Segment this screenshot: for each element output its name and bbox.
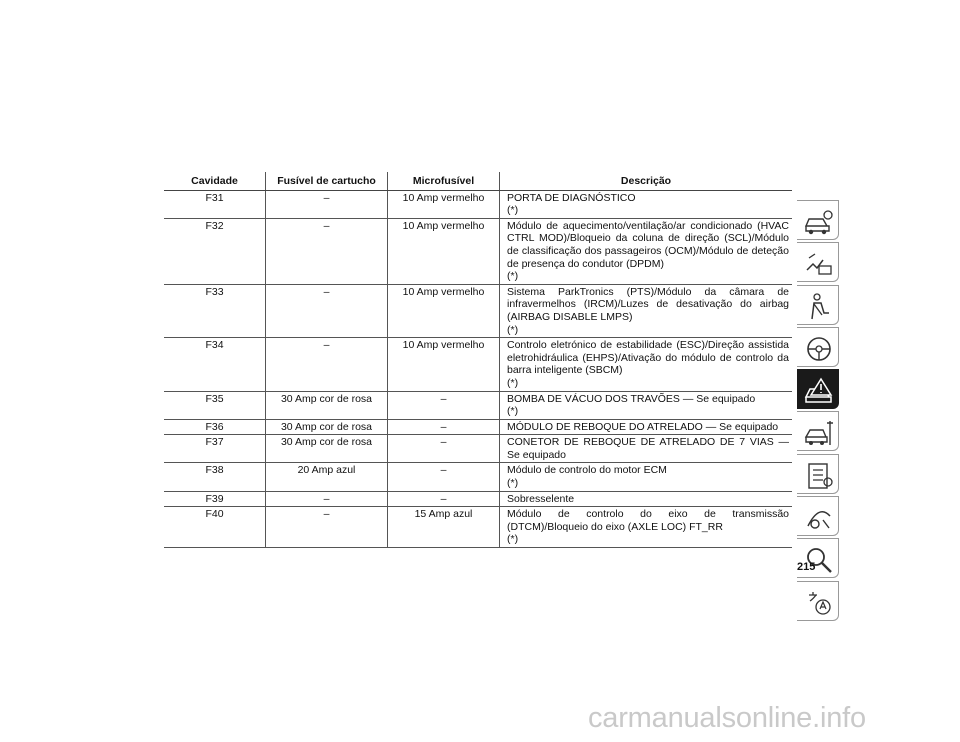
micro-fuse-cell: – [388,391,500,419]
micro-fuse-cell: – [388,435,500,463]
description-line: Sistema ParkTronics (PTS)/Módulo da câmara de infravermelhos (IRCM)/Luzes de desativação do airbag (AIRBAG DISABLE LMPS) [507,285,789,323]
micro-fuse-cell: – [388,463,500,491]
description-cell [500,491,793,507]
cavity-cell: F34 [164,338,266,391]
cavity-cell: F33 [164,284,266,337]
nav-tab[interactable] [797,285,839,325]
table-row [164,507,792,548]
table-row [164,284,792,337]
cartridge-fuse-cell: – [266,190,388,218]
fuse-table [164,172,792,548]
description-line: Módulo de controlo do eixo de transmissão (DTCM)/Bloqueio do eixo (AXLE LOC) FT_RR [507,508,789,533]
header-description: Descrição [500,172,793,190]
cavity-cell: F37 [164,435,266,463]
description-line: (*) [507,270,519,283]
cavity-cell: F40 [164,507,266,548]
description-cell [500,507,793,548]
description-line: Sobresselente [507,492,575,505]
description-line: BOMBA DE VÁCUO DOS TRAVÕES — Se equipado [507,392,756,405]
page-number: 215 [797,561,816,573]
description-line: Módulo de aquecimento/ventilação/ar condicionado (HVAC CTRL MOD)/Bloqueio da coluna de direção (SCL)/Módulo de classificação dos passageiros (OCM)/Módulo de deteção de presença do condutor (DPDM) [507,219,789,270]
micro-fuse-cell: – [388,419,500,435]
description-line: (*) [507,323,519,336]
seatbelt-icon [803,291,835,323]
description-cell [500,391,793,419]
micro-fuse-cell: 10 Amp vermelho [388,218,500,284]
languages-icon [803,587,835,619]
table-row [164,190,792,218]
description-line: PORTA DE DIAGNÓSTICO [507,191,636,204]
cavity-cell: F32 [164,218,266,284]
micro-fuse-cell: 10 Amp vermelho [388,284,500,337]
cartridge-fuse-cell: – [266,284,388,337]
table-row [164,463,792,491]
cartridge-fuse-cell: – [266,218,388,284]
car-info-icon [803,206,835,238]
nav-tab[interactable] [797,369,839,409]
car-tools-icon [803,417,835,449]
table-row [164,419,792,435]
description-line: (*) [507,204,519,217]
nav-tab[interactable] [797,496,839,536]
cavity-cell: F39 [164,491,266,507]
description-cell [500,435,793,463]
cartridge-fuse-cell: 30 Amp cor de rosa [266,419,388,435]
header-cavity: Cavidade [164,172,266,190]
nav-tab[interactable] [797,581,839,621]
description-cell [500,284,793,337]
header-cartridge-fuse: Fusível de cartucho [266,172,388,190]
warning-car-icon [803,375,835,407]
steering-wheel-icon [803,333,835,365]
table-row [164,435,792,463]
table-row [164,338,792,391]
cartridge-fuse-cell: – [266,338,388,391]
nav-tab[interactable] [797,200,839,240]
nav-tab[interactable] [797,242,839,282]
description-line: (*) [507,405,519,418]
cavity-cell: F38 [164,463,266,491]
micro-fuse-cell: 15 Amp azul [388,507,500,548]
cartridge-fuse-cell: – [266,507,388,548]
nav-tab[interactable] [797,454,839,494]
description-line: Módulo de controlo do motor ECM [507,464,667,477]
cavity-cell: F31 [164,190,266,218]
nav-tab[interactable] [797,327,839,367]
table-body [164,190,792,547]
description-line: CONETOR DE REBOQUE DE ATRELADO DE 7 VIAS — Se equipado [507,436,789,461]
nav-tab[interactable] [797,411,839,451]
table-row [164,391,792,419]
description-cell [500,463,793,491]
table-header-row [164,172,792,190]
description-cell [500,419,793,435]
cavity-cell: F36 [164,419,266,435]
description-cell [500,338,793,391]
description-cell [500,190,793,218]
description-line: (*) [507,533,519,546]
table-row [164,491,792,507]
multimedia-icon [803,502,835,534]
description-cell [500,218,793,284]
cartridge-fuse-cell: – [266,491,388,507]
description-line: MÓDULO DE REBOQUE DO ATRELADO — Se equipado [507,420,779,433]
section-nav-tabs [797,200,841,623]
micro-fuse-cell: – [388,491,500,507]
watermark: carmanualsonline.info [588,702,866,734]
description-line: (*) [507,477,519,490]
description-line: (*) [507,376,519,389]
safety-icon [803,248,835,280]
description-line: Controlo eletrónico de estabilidade (ESC)/Direção assistida eletrohidráulica (EHPS)/Ativação do módulo de controlo da barra inteligente (SBCM) [507,339,789,377]
micro-fuse-cell: 10 Amp vermelho [388,338,500,391]
cartridge-fuse-cell: 20 Amp azul [266,463,388,491]
table-row [164,218,792,284]
micro-fuse-cell: 10 Amp vermelho [388,190,500,218]
cartridge-fuse-cell: 30 Amp cor de rosa [266,391,388,419]
maintenance-list-icon [803,460,835,492]
header-micro-fuse: Microfusível [388,172,500,190]
cartridge-fuse-cell: 30 Amp cor de rosa [266,435,388,463]
cavity-cell: F35 [164,391,266,419]
